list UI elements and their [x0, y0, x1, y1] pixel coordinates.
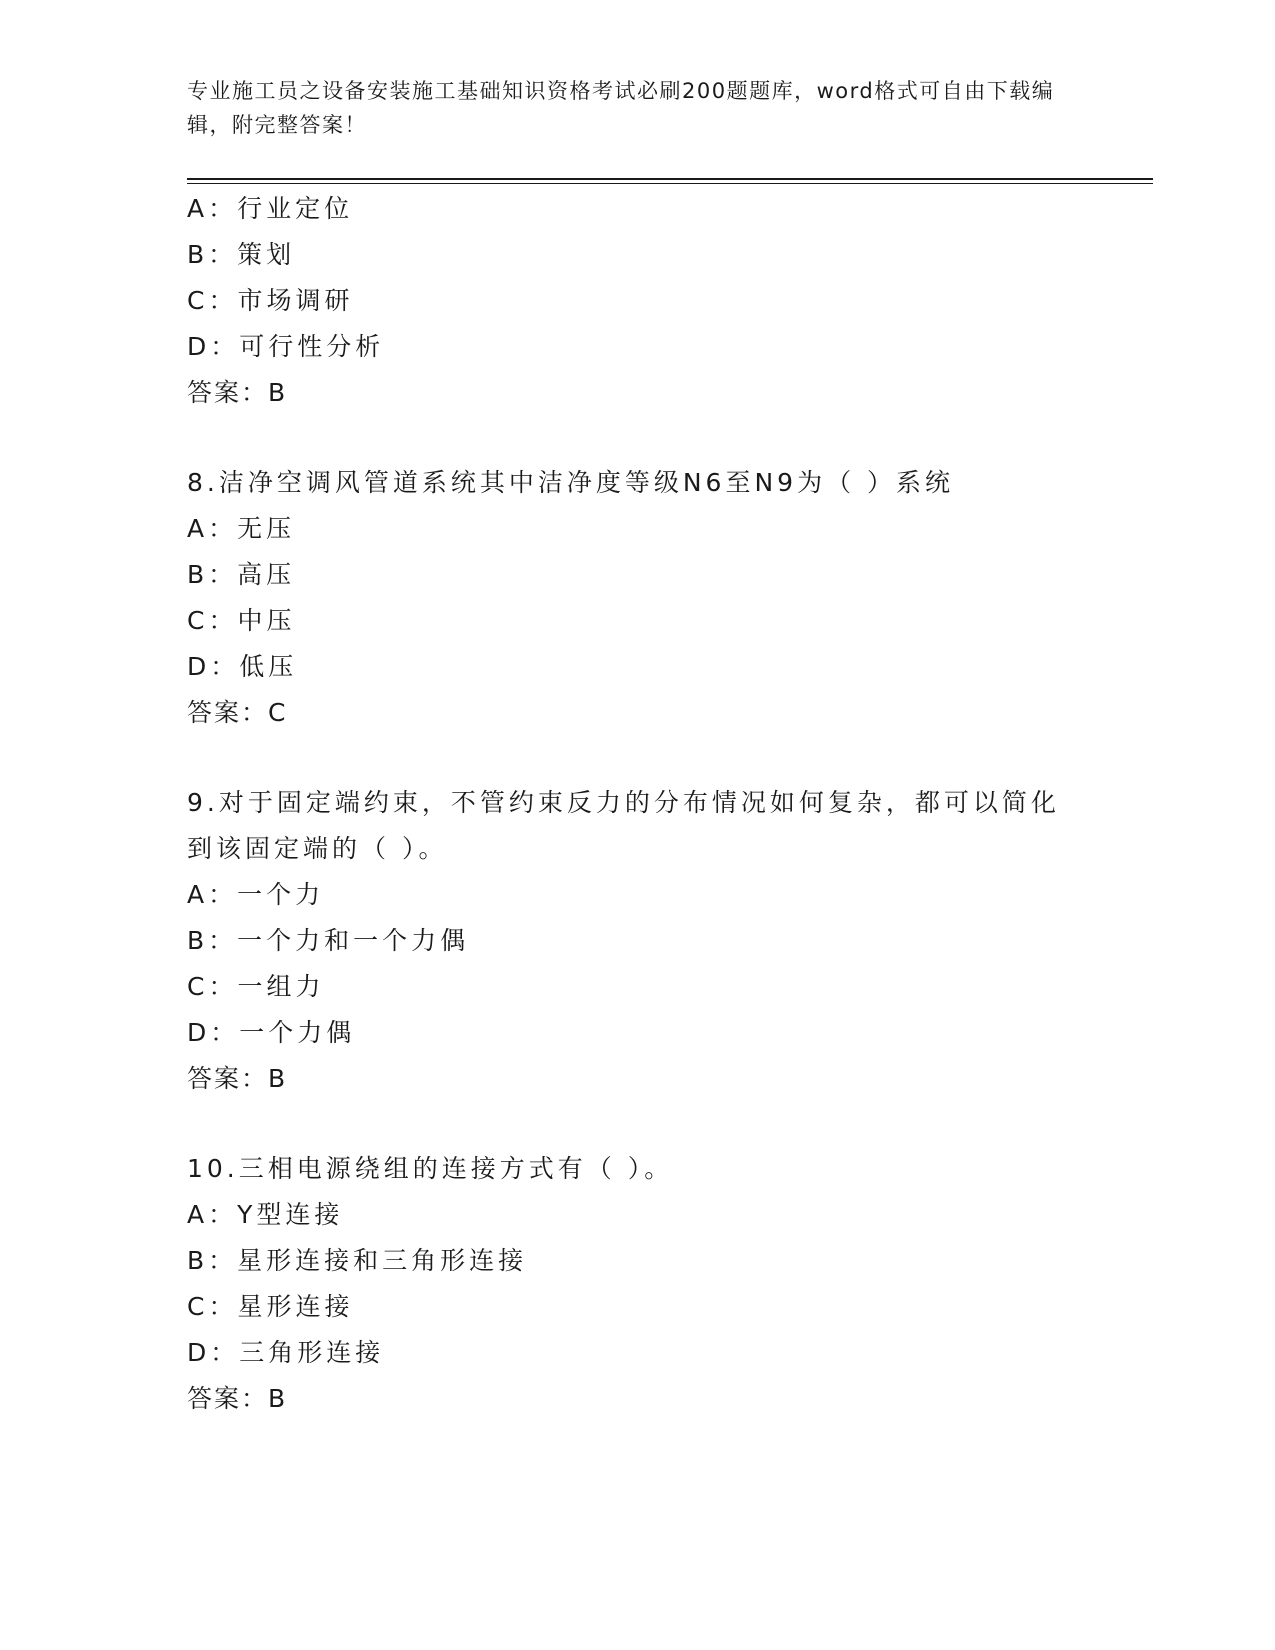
answer-label: 答案：B — [187, 1064, 288, 1093]
option-c: C：星形连接 — [187, 1292, 354, 1321]
option-c: C：一组力 — [187, 972, 325, 1001]
question-title: 9.对于固定端约束，不管约束反力的分布情况如何复杂，都可以简化到该固定端的（ ）。 — [187, 788, 1060, 863]
option-b: B：星形连接和三角形连接 — [187, 1246, 528, 1275]
question-title: 10.三相电源绕组的连接方式有（ ）。 — [187, 1154, 674, 1183]
option-d: D：低压 — [187, 652, 298, 681]
option-d: D：可行性分析 — [187, 332, 385, 361]
header-divider-top — [187, 178, 1153, 180]
option-c: C：市场调研 — [187, 286, 354, 315]
option-b: B：一个力和一个力偶 — [187, 926, 470, 955]
question-block-10 — [187, 1146, 1087, 1422]
option-a: A：Y型连接 — [187, 1200, 344, 1229]
option-b: B：高压 — [187, 560, 296, 589]
option-a: A：一个力 — [187, 880, 325, 909]
answer-label: 答案：B — [187, 1384, 288, 1413]
question-list — [187, 186, 1087, 1422]
option-d: D：三角形连接 — [187, 1338, 385, 1367]
question-block-9 — [187, 780, 1087, 1102]
answer-label: 答案：C — [187, 698, 288, 727]
question-title: 8.洁净空调风管道系统其中洁净度等级N6至N9为（ ）系统 — [187, 468, 955, 497]
option-a: A：行业定位 — [187, 194, 354, 223]
option-d: D：一个力偶 — [187, 1018, 356, 1047]
document-header: 专业施工员之设备安装施工基础知识资格考试必刷200题题库，word格式可自由下载编辑，附完整答案！ — [187, 79, 1055, 137]
option-c: C：中压 — [187, 606, 296, 635]
option-b: B：策划 — [187, 240, 296, 269]
header-divider-bottom — [187, 183, 1153, 184]
answer-label: 答案：B — [187, 378, 288, 407]
option-a: A：无压 — [187, 514, 296, 543]
question-block-7 — [187, 186, 1087, 416]
question-block-8 — [187, 460, 1087, 736]
